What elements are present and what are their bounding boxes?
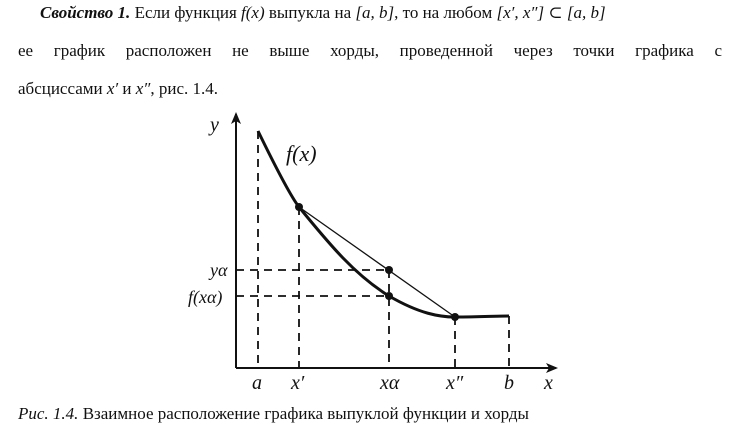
y-axis-label: y <box>210 114 219 136</box>
tick-label-x-alpha: xα <box>380 372 400 394</box>
text-segment: , рис. 1.4. <box>150 79 219 98</box>
tick-label-x-prime: x′ <box>291 372 305 394</box>
interval-x-prime: [x′, x″] <box>496 3 545 22</box>
text-segment: , то на любом <box>394 3 497 22</box>
caption-prefix: Рис. 1.4. <box>18 404 79 423</box>
function-notation: f(x) <box>241 3 265 22</box>
x-double-prime-notation: x″ <box>135 79 151 98</box>
caption-text: Взаимное расположение графика выпуклой функции и хорды <box>78 404 529 423</box>
figure-caption <box>18 404 529 424</box>
chord-line <box>299 207 455 317</box>
x-axis-label: x <box>544 372 553 394</box>
point-x-double-prime <box>451 313 459 321</box>
f-x-alpha-label: f(xα) <box>188 287 223 307</box>
tick-label-b: b <box>504 372 514 394</box>
tick-label-x-double-prime: x″ <box>446 372 464 394</box>
property-title: Свойство 1. <box>40 3 131 22</box>
interval-ab-2: [a, b] <box>566 3 606 22</box>
subset-symbol: ⊂ <box>544 3 567 22</box>
text-segment: абсциссами <box>18 79 107 98</box>
text-segment: выпукла на <box>264 3 356 22</box>
curve-label: f(x) <box>286 141 317 166</box>
point-chord-x-alpha <box>385 266 393 274</box>
text-segment: Если функция <box>130 3 242 22</box>
text-segment: и <box>118 79 136 98</box>
paragraph-line-2: ее график расположен не выше хорды, проведенной через точки графика с <box>18 41 722 60</box>
interval-ab: [a, b] <box>355 3 395 22</box>
tick-label-a: a <box>252 372 262 394</box>
point-x-prime <box>295 203 303 211</box>
point-curve-x-alpha <box>385 292 393 300</box>
y-alpha-label: yα <box>210 260 228 280</box>
x-prime-notation: x′ <box>106 79 119 98</box>
